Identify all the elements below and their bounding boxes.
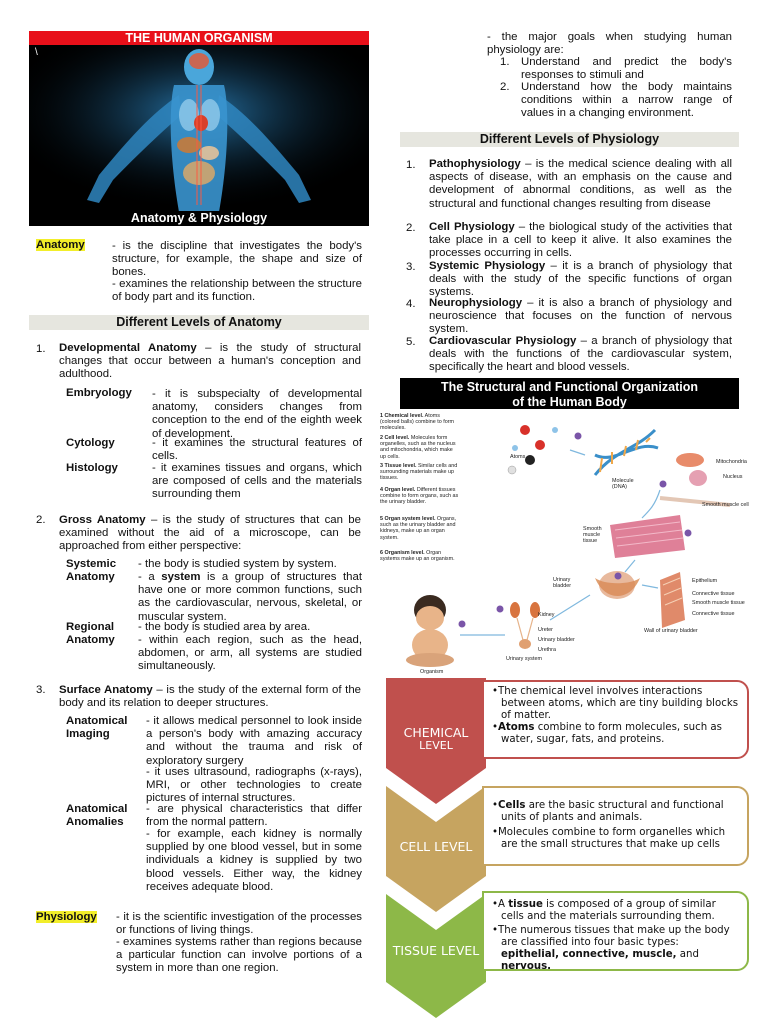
systemic-term: Systemic Anatomy — [66, 558, 117, 584]
chevron-1-bullet-2: •Atoms combine to form molecules, such as water, sugar, fats, and proteins. — [492, 722, 722, 746]
physio-level-2-number: 2. — [406, 222, 416, 234]
embryology-term: Embryology — [66, 387, 132, 399]
chevron-3-title: TISSUE LEVEL — [392, 943, 480, 958]
item1-number: 1. — [36, 343, 46, 355]
label-ureter: Ureter — [538, 627, 553, 633]
figure-level-1: 1 Chemical level. Atoms (colored balls) combine to form molecules. — [380, 413, 455, 432]
physio-level-1-text: Pathophysiology – is the medical science dealing with all aspects of disease, with an emphasis on the cause and development of abnormal conditions, as well as the structural and functional changes resulting from disease — [429, 158, 732, 210]
anomalies-def-2: - for example, each kidney is normally supplied by one blood vessel, but in some individuals a kidney is supplied by two blood vessels. Either way, the kidney receives adequate blood. — [146, 828, 362, 893]
cytology-def: - it examines the structural features of cells. — [152, 437, 362, 463]
systemic-def-1: - the body is studied system by system. — [138, 558, 337, 570]
anomalies-def-1: - are physical characteristics that differ from the normal pattern. — [146, 803, 362, 829]
figure-level-6: 6 Organism level. Organ systems make up an organism. — [380, 550, 455, 563]
physio-level-4-text: Neurophysiology – it is also a branch of physiology and neuroscience that focuses on the function of nervous system. — [429, 297, 732, 336]
physio-level-4-number: 4. — [406, 298, 416, 310]
label-urinary-bladder: Urinary bladder — [553, 577, 571, 590]
anatomy-physiology-bar: Anatomy & Physiology — [29, 211, 369, 226]
item3-number: 3. — [36, 684, 46, 696]
physiology-def-1: - it is the scientific investigation of the processes or functions of living things. — [116, 911, 362, 937]
figure-level-5: 5 Organ system level. Organs, such as the urinary bladder and kidneys, make up an organ system. — [380, 516, 457, 541]
physio-level-3-text: Systemic Physiology – it is a branch of physiology that deals with the study of the specific functions of organ systems. — [429, 260, 732, 299]
label-organism: Organism — [420, 669, 444, 675]
label-urinary-system: Urinary system — [506, 656, 542, 662]
chevron-1-box — [482, 680, 749, 759]
imaging-def-1: - it allows medical personnel to look inside a person's body with amazing accuracy and without the trauma and risk of exploratory surgery — [146, 715, 362, 767]
label-mitochondria: Mitochondria — [716, 459, 747, 465]
physiology-def-2: - examines systems rather than regions because a particular function can involve portions of a system in more than one region. — [116, 936, 362, 975]
regional-def-1: - the body is studied area by area. — [138, 621, 311, 633]
label-connective-tissue: Connective tissue — [692, 591, 735, 597]
physio-level-3-number: 3. — [406, 261, 416, 273]
physiology-term: Physiology — [36, 911, 97, 923]
histology-term: Histology — [66, 462, 118, 474]
figure-level-4: 4 Organ level. Different tissues combine to form organs, such as the urinary bladder. — [380, 487, 459, 506]
chevron-2-bullet-2: •Molecules combine to form organelles which are the small structures that make up cells — [492, 827, 726, 851]
regional-def-2: - within each region, such as the head, abdomen, or arm, all systems are studied simultaneously. — [138, 634, 362, 673]
cytology-term: Cytology — [66, 437, 115, 449]
item3-text: Surface Anatomy – is the study of the external form of the body and its relation to deeper structures. — [59, 684, 361, 710]
item2-text: Gross Anatomy – is the study of structures that can be examined without the aid of a microscope, can be approached from either perspective: — [59, 514, 361, 553]
chevron-3-bullet-1: •A tissue is composed of a group of similar cells and the materials surrounding them. — [492, 899, 716, 923]
human-body-illustration — [29, 45, 369, 212]
embryology-def: - it is subspecialty of developmental anatomy, considers changes from conception to the end of the eighth week of development. — [152, 388, 362, 440]
figure-level-3: 3 Tissue level. Similar cells and surrounding materials make up tissues. — [380, 463, 458, 482]
label-nucleus: Nucleus — [723, 474, 743, 480]
anatomy-term: Anatomy — [36, 239, 85, 251]
label-urethra: Urethra — [538, 647, 556, 653]
levels-anatomy-bar: Different Levels of Anatomy — [29, 315, 369, 330]
title-mark: \ — [35, 47, 38, 58]
chevron-2-title: CELL LEVEL — [399, 839, 473, 854]
item2-number: 2. — [36, 514, 46, 526]
systemic-def-2: - a system is a group of structures that have one or more common functions, such as the cardiovascular, nervous, skeletal, or muscular system. — [138, 571, 362, 623]
label-atoms: Atoms — [510, 454, 526, 460]
histology-def: - it examines tissues and organs, which are composed of cells and the materials surrounding them — [152, 462, 362, 501]
goal-2-text: Understand how the body maintains conditions within a narrow range of values in a changing environment. — [521, 81, 732, 120]
title-bar: THE HUMAN ORGANISM — [29, 31, 369, 45]
organization-figure — [380, 410, 768, 682]
label-wall-bladder: Wall of urinary bladder — [644, 628, 698, 634]
physio-level-1-number: 1. — [406, 159, 416, 171]
chevron-1-bullet-1: •The chemical level involves interactions between atoms, which are tiny building blocks of matter. — [492, 686, 739, 722]
chevron-1-title: CHEMICAL LEVEL — [403, 725, 469, 753]
item1-text: Developmental Anatomy – is the study of structural changes that occur between a human's conception and adulthood. — [59, 342, 362, 381]
label-urinary-bladder-2: Urinary bladder — [538, 637, 575, 643]
anatomy-def-2: - examines the relationship between the structure of body part and its function. — [112, 278, 362, 304]
anomalies-term: Anatomical Anomalies — [66, 803, 128, 829]
chevron-3-box — [482, 891, 749, 971]
anatomy-def-1: - is the discipline that investigates the body's structure, for example, the shape and size of bones. — [112, 240, 362, 279]
chevron-2-bullet-1: •Cells are the basic structural and functional units of plants and animals. — [492, 800, 724, 824]
goal-1-number: 1. — [500, 56, 510, 68]
imaging-term: Anatomical Imaging — [66, 715, 128, 741]
organization-bar: The Structural and Functional Organization of the Human Body — [400, 378, 739, 409]
goal-2-number: 2. — [500, 81, 510, 93]
label-connective-tissue-2: Connective tissue — [692, 611, 735, 617]
levels-physiology-bar: Different Levels of Physiology — [400, 132, 739, 147]
label-smooth-muscle-cell: Smooth muscle cell — [702, 502, 749, 508]
label-epithelium: Epithelium — [692, 578, 718, 584]
regional-term: Regional Anatomy — [66, 621, 115, 647]
chevron-2-box — [482, 786, 749, 866]
label-smooth-muscle-tissue-2: Smooth muscle tissue — [692, 600, 745, 606]
goal-1-text: Understand and predict the body's responses to stimuli and — [521, 56, 732, 82]
physio-level-2-text: Cell Physiology – the biological study of the activities that take place in a cell to keep it alive. It also examines the processes occurring in cells. — [429, 221, 732, 260]
imaging-def-2: - it uses ultrasound, radiographs (x-rays), MRI, or other technologies to create pictures of internal structures. — [146, 766, 362, 805]
label-molecule: Molecule (DNA) — [612, 478, 634, 491]
chevron-3-bullet-2: •The numerous tissues that make up the body are classified into four basic types: epithelial, connective, muscle, and nervous. — [492, 925, 730, 973]
label-kidney: Kidney — [538, 612, 555, 618]
physio-level-5-number: 5. — [406, 336, 416, 348]
figure-level-2: 2 Cell level. Molecules form organelles, such as the nucleus and mitochondria, which make up cells. — [380, 435, 456, 460]
label-smooth-muscle-tissue: Smooth muscle tissue — [583, 526, 602, 545]
goals-intro: - the major goals when studying human physiology are: — [487, 31, 732, 57]
physio-level-5-text: Cardiovascular Physiology – a branch of physiology that deals with the functions of the cardiovascular system, specifically the heart and blood vessels. — [429, 335, 732, 374]
